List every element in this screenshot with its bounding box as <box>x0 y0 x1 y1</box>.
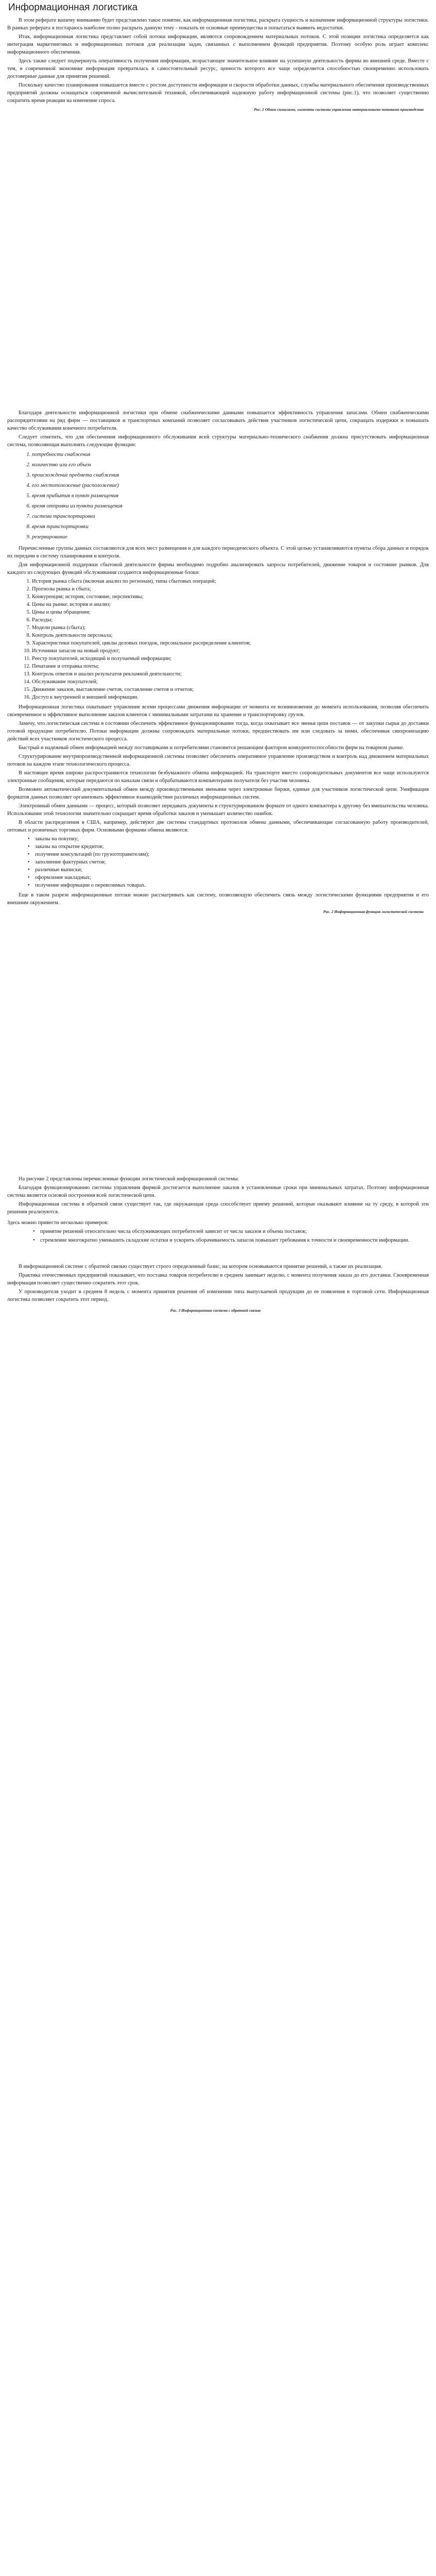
paragraph: Итак, информационная логистика представляет собой потоки информации, являются сопровождением материальных потоков. С этой позиции логистика определяется как интеграция маркетинговых и информационных потоков для реализации задач, связанных с выполнением функций предприятия. Поэтому особую роль играет комплекс информационного обеспечения. <box>7 34 429 55</box>
list-item: • стремление многократно уменьшить складские остатки и ускорить оборачиваемость запасов повышает требования к точности и своевременности информации. <box>33 1236 429 1244</box>
paragraph: Быстрый и надежный обмен информацией между поставщиками и потребителями становится решающим фактором конкурентоспособности фирм на товарном рынке. <box>19 745 404 751</box>
paragraph: Структурирование внутрипроизводственной информационной системы позволяет обеспечить оперативное управление производством и контроль над движением материальных потоков на каждом этапе технологического процесса. <box>7 754 429 767</box>
list-item: 2. Прогнозы рынка и сбыта; <box>32 585 429 593</box>
list-item: 4. его местоположение (расположение) <box>32 481 429 491</box>
list-item: 13. Контроль ответов и анализ результатов рекламной деятельности; <box>32 670 429 678</box>
list-item: 16. Доступ к внутренней и внешней информации. <box>32 693 429 701</box>
paragraph: В области распределения в США, например, действуют две системы стандартных протоколов обмена данными, обеспечивающие согласованную работу производителей, оптовых и розничных торговых фирм. Основными формами обмена являются: <box>7 820 429 833</box>
list-item: 3. происхождение предмета снабжения <box>32 470 429 481</box>
list-item: 5. время прибытия в пункт размещения <box>32 491 429 501</box>
list-item: • различные выписки; <box>28 866 429 874</box>
list-item: 7. Модели рынка (сбыта); <box>32 624 429 632</box>
paragraph: Возможен автоматический документальный обмен между производственными звеньями через электронные биржи, единые для участников логистической цепи. Унификация форматов данных позволяет организовать эффективное взаимодействие различных информационных систем. <box>7 787 429 800</box>
figure-1-blank <box>7 115 429 409</box>
blocks-list <box>7 578 429 701</box>
list-item: 8. время транспортировки <box>32 522 429 532</box>
list-item: 4. Цены на рынке: история и анализ; <box>32 601 429 608</box>
list-item: 9. резервирование <box>32 532 429 543</box>
list-item: • получение информации о перевозимых товарах. <box>28 882 429 889</box>
figure-caption: Рис. 2 Информационная функция логистической системы <box>323 909 424 914</box>
list-item: 3. Конкуренция; история, состояние, перспективы; <box>32 593 429 601</box>
paragraph: Практика отечественных предприятий показывает, что поставка товаров потребителю в среднем занимает неделю, с момента получения заказа до его доставки. Своевременная информация позволяет существенно сократить этот срок. <box>7 1273 429 1286</box>
page-title: Информационная логистика <box>8 2 138 13</box>
list-item: 15. Движение заказов, выставление счетов, составление счетов и отчетов; <box>32 686 429 693</box>
paragraph: Для информационной поддержки сбытовой деятельности фирмы необходимо подробно анализировать запросы потребителей, движение товаров и состояние рынков. Для каждого из следующих функций обслуживания создаются информационные блоки: <box>7 562 429 575</box>
list-item: • заказы на покупку; <box>28 835 429 843</box>
list-item: 1. История рынка сбыта (включая анализ по регионам), типы сбытовых операций; <box>32 578 429 585</box>
figure-caption: Рис. 3 Информационная система с обратной связью <box>170 1308 261 1313</box>
paragraph: Здесь также следует подчеркнуть оперативность получения информации, возрастающее значительное влияние на успешную деятельность фирмы во внешней среде. Вместе с тем, в современной экономике информация превратилась в самостоятельный ресурс, ценность которого все чаще определяется способностью своевременно использовать достоверные данные для принятия решений. <box>7 58 429 79</box>
paragraph: Перечисленные группы данных составляются для всех мест размещения и для каждого периодического объекта. С этой целью устанавливаются пункты сбора данных и порядок их передачи в систему планирования и контроля. <box>7 546 429 559</box>
paragraph: Еще в таком разрезе информационные потоки можно рассматривать как систему, позволяющую обеспечить связь между логистическими функциями предприятия и его внешним окружением. <box>7 892 429 906</box>
paragraph: Замечу, что логистическая система в состоянии обеспечить эффективное функционирование тогда, когда охватывает все звенья цепи поставок — от закупки сырья до доставки готовой продукции потребителю. Потоки информации должны сопровождать материальные потоки, предшествовать им или следовать за ними, обеспечивая синхронизацию действий всех участников логистического процесса. <box>7 721 429 742</box>
list-item: • оформление накладных; <box>28 874 429 882</box>
paragraph: Следует отметить, что для обеспечения информационного обслуживания всей структуры материально-технического снабжения должна присутствовать информационная система, позволяющая выполнять следующие функции: <box>7 434 429 448</box>
paragraph: В настоящее время широко распространяются технологии безбумажного обмена информацией. На транспорте вместо сопроводительных документов все чаще используются электронные сообщения, которые передаются по каналам связи и обрабатываются компьютерами получателя без участия человека. <box>7 770 429 784</box>
list-item: 9. Характеристики покупателей, циклы деловых поездок, персональное распределение клиентов; <box>32 639 429 647</box>
figure-caption: Рис. 1 Обмен сигналами, элементы системы управления материальными потоками производства <box>254 107 424 112</box>
paragraph: В этом реферате вашему вниманию будет представлено такое понятие, как информационная логистика, раскрыта сущность и назначение информационной структуры логистики. В рамках реферата я постараюсь наиболее полно раскрыть данную тему - показать ее основные преимущества и попытаться выявить недостатки. <box>7 18 429 31</box>
list-item: 8. Контроль деятельности персонала; <box>32 632 429 639</box>
list-item: 2. количество или его объем <box>32 460 429 470</box>
paragraph: Поскольку качество планирования повышается вместе с ростом доступности информации и скорости обработки данных, службы материального обеспечения производственных предприятий должны оснащаться современной вычислительной техникой, обеспечивающей надежную работу информационной системы (рис.1), что позволяет существенно сократить время реакции на изменение спроса. <box>7 82 429 104</box>
list-item: 6. время отправки из пункта размещения <box>32 501 429 512</box>
list-item: • заполнение фактурных счетов; <box>28 858 429 866</box>
list-item: 5. Цены и цены обращения; <box>32 608 429 616</box>
examples-lead: Здесь можно привести несколько примеров: <box>7 1220 109 1226</box>
paragraph: В информационной системе с обратной связью существует строго определенный базис, на котором основываются принятие решений, а также их реализация. <box>19 1264 382 1269</box>
list-item: 7. система транспортировки <box>32 512 429 522</box>
paragraph: Информационная логистика охватывает управление всеми процессами движения информации от момента ее возникновения до момента использования, позволяя обеспечить своевременное и эффективное выполнение заказов клиентов с минимальными затратами на хранение и транспортировку грузов. <box>7 704 429 718</box>
functions-list <box>7 450 429 543</box>
list-item: 10. Источники запасов на новый продукт; <box>32 647 429 655</box>
paragraph: У производителя уходит в среднем 8 недель с момента принятия решения об изменении типа выпускаемой продукции до ее появления в торговой сети. Информационная логистика позволяет сократить этот период. <box>7 1289 429 1302</box>
figure-3-blank <box>7 1316 429 1471</box>
paragraph: Информационная система в обратной связи существует так, где окружающая среда способствует приему решений, которые оказывают влияние на ту среду, в которой эти решения реализуются. <box>7 1201 429 1215</box>
list-item: 11. Реестр покупателей, исходящий и получаемый информации; <box>32 655 429 663</box>
list-item: 14. Обслуживание покупателей; <box>32 678 429 686</box>
list-item: 6. Расходы; <box>32 616 429 624</box>
list-item: • получение консультаций (по грузоотправителям); <box>28 851 429 858</box>
paragraph: Электронный обмен данными — процесс, который позволяет передавать документы в структурированном формате от одного компьютера к другому без вмешательства человека. Использование этой технологии значительно сокращает время обработки заказов и уменьшает количество ошибок. <box>7 803 429 817</box>
list-item: • принятие решений относительно числа обслуживающих потребителей зависит от числа заказов и объема поставок; <box>33 1228 429 1235</box>
paragraph: Благодаря функционированию системы управления фирмой достигается выполнение заказов в установленные сроки при минимальных затратах. Поэтому информационная система является основой построения всей логистической цепи. <box>7 1185 429 1198</box>
paragraph: Благодаря деятельности информационной логистики при обмене снабженческими данными повышается эффективность управления запасами. Обмен снабженческими распорядителями на ряд фирм — поставщиков и транспортных компаний позволяет согласовывать действия участников логистической цепи, сокращать издержки и повышать качество обслуживания конечного потребителя. <box>7 410 429 431</box>
paragraph: На рисунке 2 представлены перечисленные функции логистической информационной системы. <box>19 1176 239 1182</box>
forms-list <box>7 835 429 889</box>
list-item: 12. Печатание и отправка почты; <box>32 663 429 670</box>
figure-2-blank <box>7 918 429 1175</box>
list-item: 1. потребности снабжения <box>32 450 429 460</box>
list-item: • заказы на открытие кредитов; <box>28 843 429 851</box>
